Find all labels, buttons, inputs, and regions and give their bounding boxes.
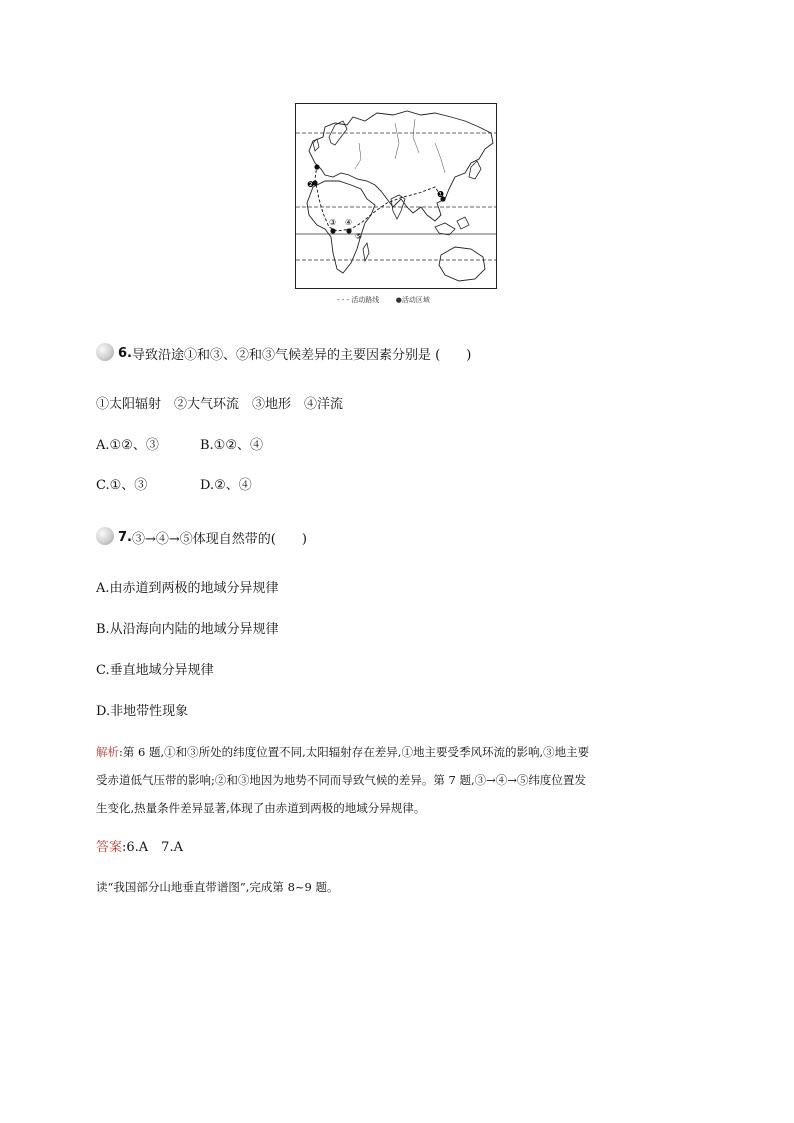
- eurasia-africa-map: [295, 103, 497, 289]
- question-6-options-row-2: [96, 474, 252, 493]
- question-6-options-row-1: [96, 434, 263, 453]
- marker-3: ③: [329, 218, 337, 227]
- option-6a[interactable]: A.①②、③: [96, 438, 159, 453]
- route-legend-label: 活动路线: [351, 296, 380, 304]
- question-7-text: ③→④→⑤体现自然带的( ): [131, 532, 307, 547]
- marker-east: ❶: [437, 190, 445, 199]
- question-6-stem: [96, 344, 471, 363]
- analysis-label: 解析: [96, 745, 119, 759]
- area-legend-label: 活动区域: [401, 296, 430, 304]
- activity-area-dot: [330, 228, 335, 233]
- route-legend-icon: - - -: [337, 296, 350, 304]
- answer-block: [96, 836, 183, 855]
- map-svg: [295, 103, 497, 289]
- analysis-line-1: 解析:第 6 题,①和③所处的纬度位置不同,太阳辐射存在差异,①地主要受季风环流的影响,③地主要: [96, 745, 590, 759]
- answer-label: 答案: [96, 840, 123, 855]
- question-bullet-icon: [96, 343, 114, 361]
- option-7c[interactable]: C.垂直地域分异规律: [96, 663, 214, 678]
- answer-text: :6.A 7.A: [122, 840, 183, 855]
- analysis-line-2: 受赤道低气压带的影响;②和③地因为地势不同而导致气候的差异。第 7 题,③→④→⑤纬度位置发: [96, 773, 586, 787]
- question-7-stem: [96, 528, 307, 547]
- option-7d[interactable]: D.非地带性现象: [96, 704, 189, 719]
- question-6-text: 导致沿途①和③、②和③气候差异的主要因素分别是 ( ): [131, 348, 472, 363]
- analysis-line-3: 生变化,热量条件差异显著,体现了由赤道到两极的地域分异规律。: [96, 801, 426, 815]
- area-legend-icon: ●: [395, 296, 402, 304]
- question-bullet-icon: [96, 527, 114, 545]
- marker-5: ⑤: [355, 232, 363, 241]
- map-legend: [337, 295, 430, 305]
- question-7-number: 7.: [118, 530, 132, 545]
- analysis-block: [96, 738, 696, 822]
- question-6-factors: ①太阳辐射 ②大气环流 ③地形 ④洋流: [96, 397, 344, 412]
- option-6d[interactable]: D.②、④: [200, 478, 252, 493]
- activity-area-dot: [346, 228, 351, 233]
- question-6-number: 6.: [118, 346, 132, 361]
- marker-west: ❷: [307, 180, 315, 189]
- option-7a[interactable]: A.由赤道到两极的地域分异规律: [96, 581, 279, 596]
- marker-4: ④: [345, 218, 353, 227]
- activity-area-dot: [314, 164, 319, 169]
- option-6b[interactable]: B.①②、④: [200, 438, 263, 453]
- option-7b[interactable]: B.从沿海向内陆的地域分异规律: [96, 622, 279, 637]
- read-instruction: 读“我国部分山地垂直带谱图”,完成第 8~9 题。: [96, 880, 339, 894]
- option-6c[interactable]: C.①、③: [96, 478, 148, 493]
